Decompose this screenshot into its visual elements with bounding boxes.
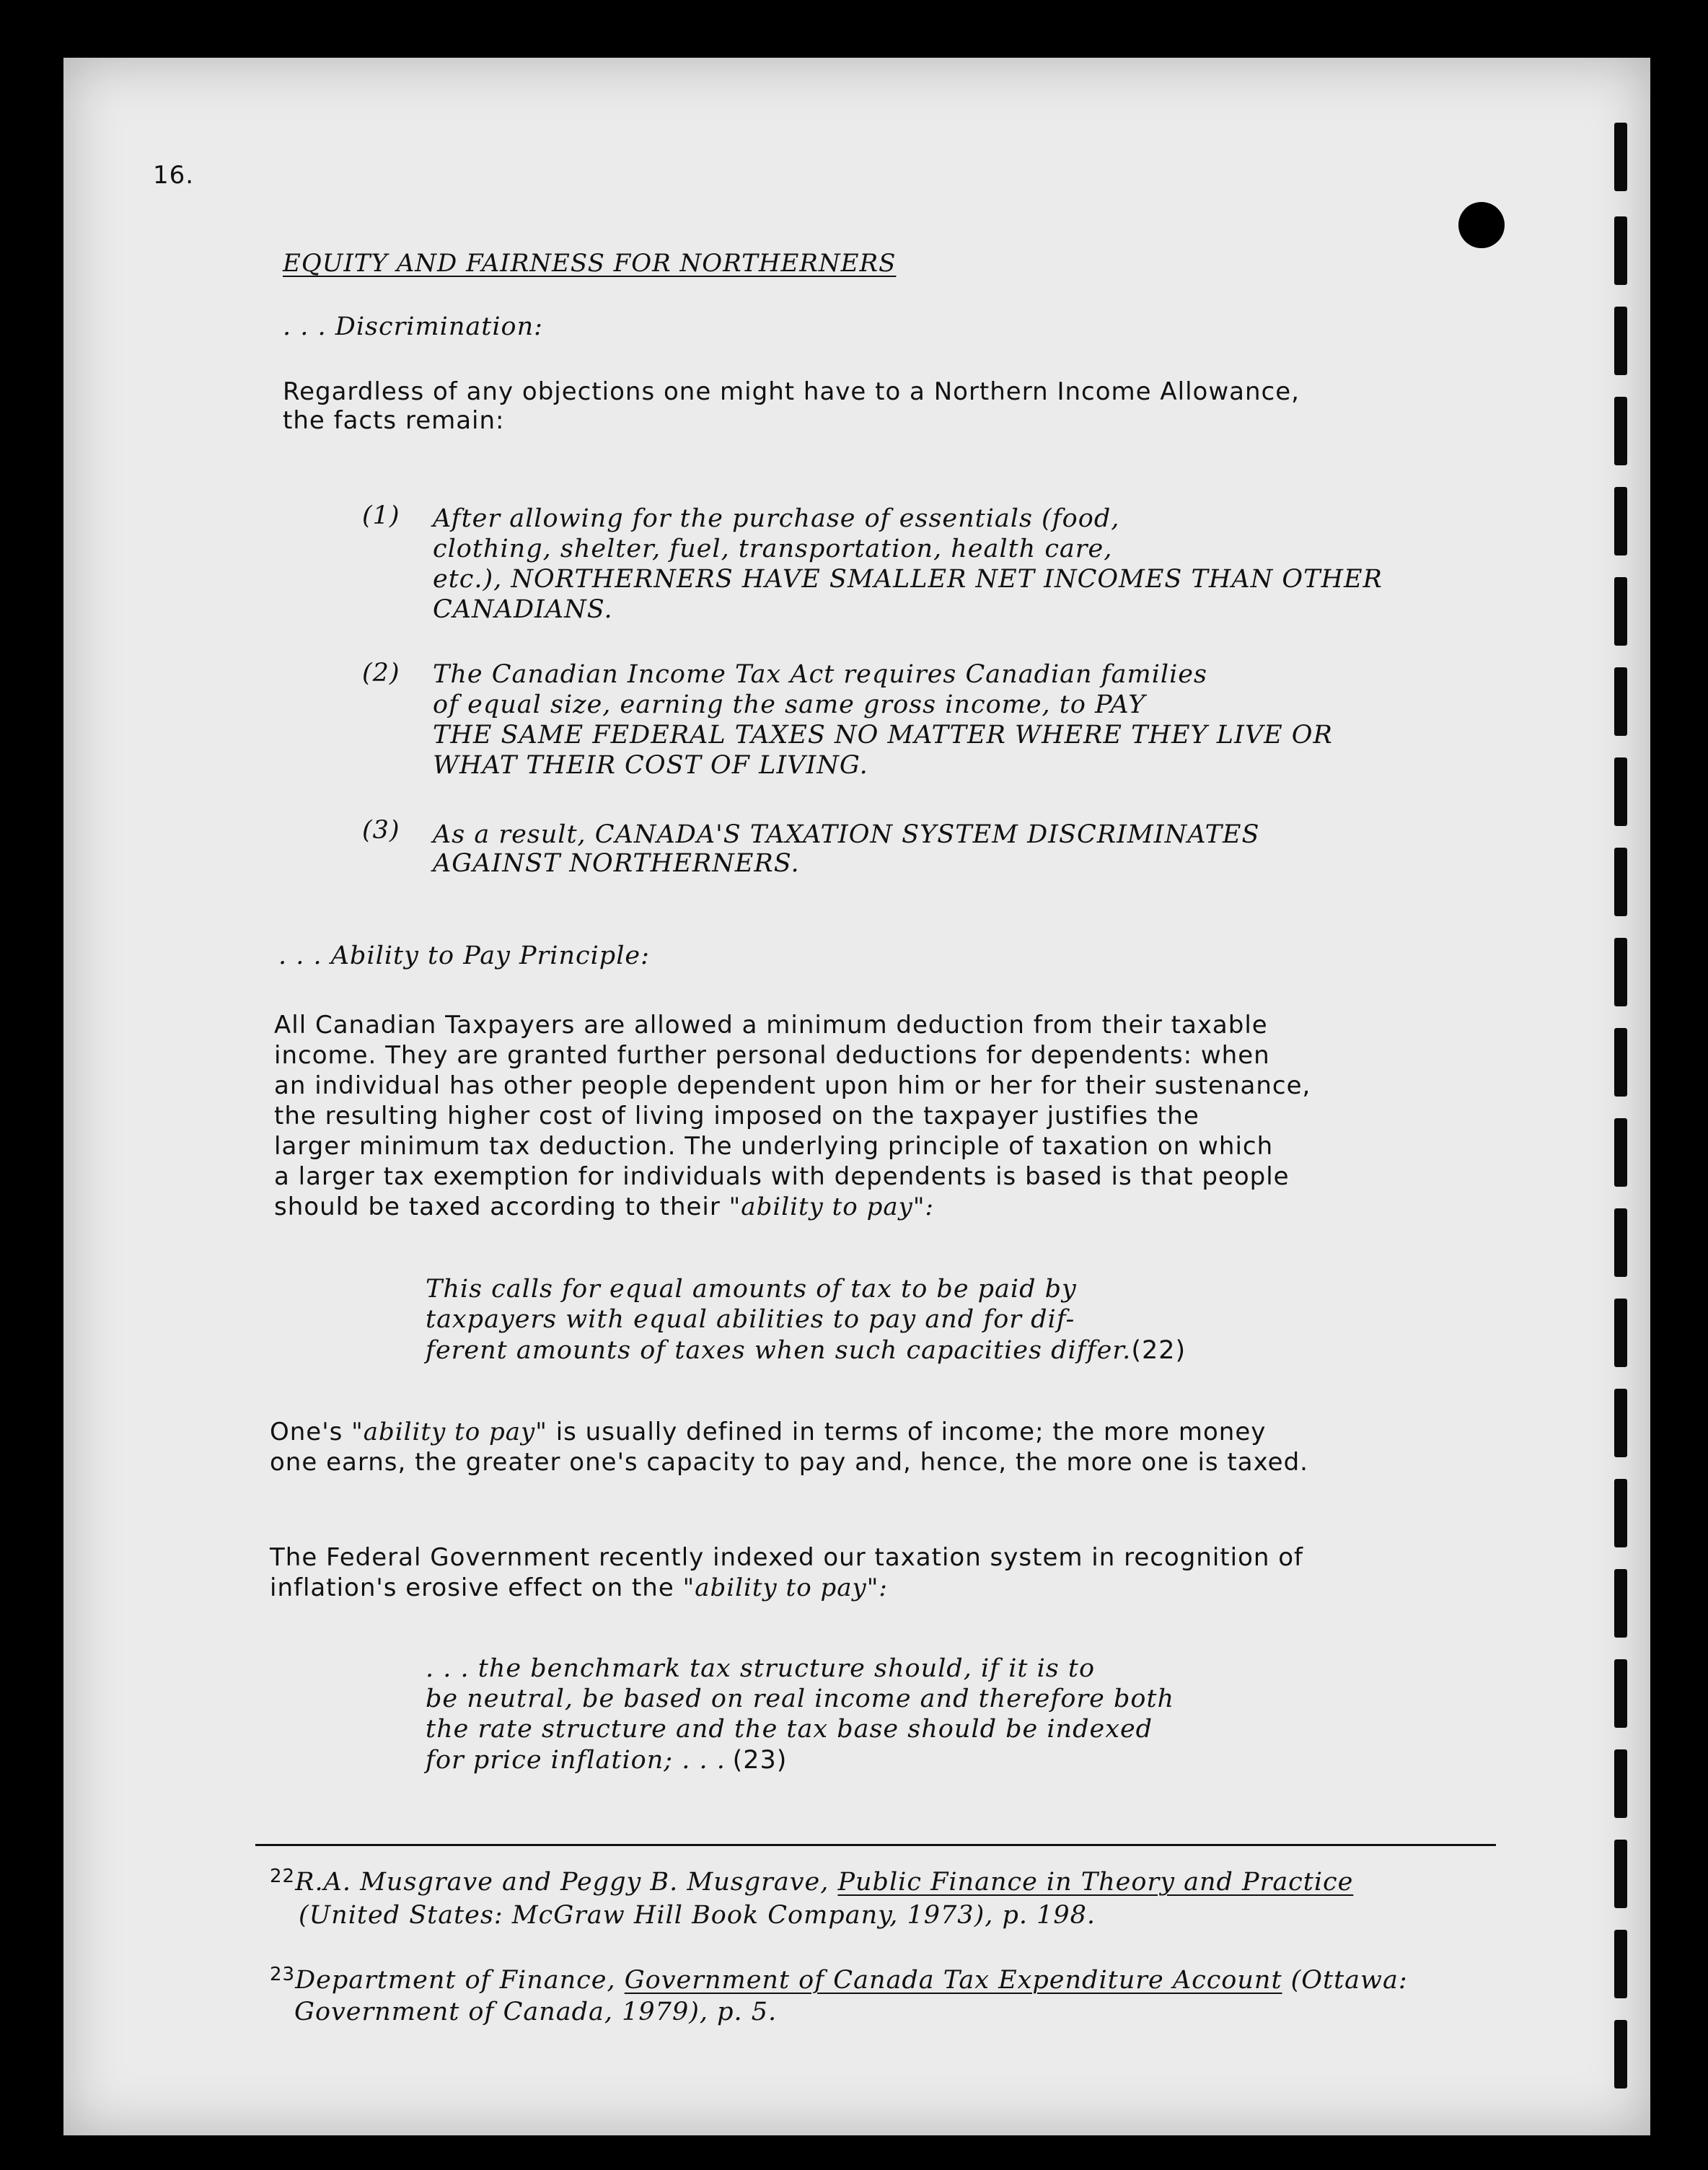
- point-line: THE SAME FEDERAL TAXES NO MATTER WHERE THEY LIVE OR: [433, 721, 1333, 750]
- footnote-line: Government of Canada, 1979), p. 5.: [294, 1998, 778, 2026]
- quote-line: [426, 1335, 1186, 1366]
- para-line: larger minimum tax deduction. The underlying principle of taxation on which: [274, 1132, 1274, 1161]
- point-line: clothing, shelter, fuel, transportation, health care,: [433, 535, 1113, 563]
- point-line: WHAT THEIR COST OF LIVING.: [433, 751, 868, 780]
- binding-ring: [1614, 1569, 1627, 1638]
- footnote-title: Government of Canada Tax Expenditure Account: [624, 1966, 1282, 1995]
- point-line: AGAINST NORTHERNERS.: [433, 849, 800, 878]
- intro-line: the facts remain:: [283, 406, 505, 435]
- binding-ring: [1614, 938, 1627, 1006]
- para-text: should be taxed according to their: [274, 1192, 729, 1221]
- para-italic: "ability to pay":: [728, 1192, 934, 1221]
- footnote-text: (Ottawa:: [1282, 1966, 1408, 1995]
- point-label: (1): [362, 501, 400, 530]
- para-line: the resulting higher cost of living imposed on the taxpayer justifies the: [274, 1102, 1199, 1130]
- citation-ref: (23): [732, 1746, 788, 1775]
- binding-ring: [1614, 757, 1627, 826]
- point-line: CANADIANS.: [433, 595, 613, 624]
- footnote-divider: [255, 1844, 1496, 1846]
- point-line: After allowing for the purchase of essentials (food,: [433, 504, 1120, 533]
- footnote-text: R.A. Musgrave and Peggy B. Musgrave,: [295, 1868, 838, 1897]
- binding-ring: [1614, 577, 1627, 646]
- para-text: inflation's erosive effect on the: [270, 1573, 683, 1602]
- discrimination-heading: . . . Discrimination:: [283, 312, 543, 341]
- binding-ring: [1614, 397, 1627, 465]
- binding-ring: [1614, 1930, 1627, 1998]
- binding-ring: [1614, 1659, 1627, 1728]
- point-label: (2): [362, 659, 400, 688]
- binding-ring: [1614, 487, 1627, 555]
- point-line: etc.), NORTHERNERS HAVE SMALLER NET INCOMES THAN OTHER: [433, 565, 1383, 594]
- para-line: [274, 1192, 934, 1223]
- point-line: As a result, CANADA'S TAXATION SYSTEM DISCRIMINATES: [433, 820, 1260, 849]
- intro-line: Regardless of any objections one might have to a Northern Income Allowance,: [283, 377, 1300, 406]
- quote-line: This calls for equal amounts of tax to be paid by: [426, 1275, 1077, 1304]
- binding-ring: [1614, 1749, 1627, 1818]
- spiral-binding: [1601, 108, 1645, 2070]
- point-line: of equal size, earning the same gross income, to PAY: [433, 690, 1146, 719]
- binding-ring: [1614, 1208, 1627, 1277]
- quote-line: taxpayers with equal abilities to pay and for dif-: [426, 1305, 1075, 1334]
- binding-ring: [1614, 667, 1627, 736]
- binding-ring: [1614, 1840, 1627, 1908]
- footnote-number: 22: [270, 1866, 296, 1887]
- footnote-22: [270, 1867, 1353, 1898]
- quote-line: . . . the benchmark tax structure should, if it is to: [426, 1654, 1096, 1683]
- para-line: The Federal Government recently indexed our taxation system in recognition of: [270, 1543, 1304, 1572]
- para-text: One's: [270, 1418, 352, 1446]
- binding-ring: [1614, 1299, 1627, 1367]
- binding-ring: [1614, 848, 1627, 916]
- binding-ring: [1614, 307, 1627, 375]
- ability-heading: . . . Ability to Pay Principle:: [278, 941, 650, 970]
- binding-ring: [1614, 123, 1627, 191]
- point-label: (3): [362, 816, 400, 845]
- para-text: is usually defined in terms of income; the more money: [547, 1418, 1267, 1446]
- point-line: The Canadian Income Tax Act requires Canadian families: [433, 660, 1207, 689]
- quote-line: the rate structure and the tax base should be indexed: [426, 1715, 1153, 1744]
- para-italic: "ability to pay": [351, 1418, 547, 1446]
- binding-ring: [1614, 1028, 1627, 1097]
- para-line: All Canadian Taxpayers are allowed a minimum deduction from their taxable: [274, 1011, 1268, 1040]
- footnote-line: (United States: McGraw Hill Book Company, 1973), p. 198.: [299, 1901, 1096, 1930]
- para-line: an individual has other people dependent upon him or her for their sustenance,: [274, 1071, 1311, 1100]
- footnote-23: [270, 1965, 1408, 1996]
- footnote-text: Department of Finance,: [295, 1966, 625, 1995]
- binding-ring: [1614, 1389, 1627, 1457]
- binding-ring: [1614, 1479, 1627, 1547]
- page-number: 16.: [153, 161, 195, 190]
- quote-text: ferent amounts of taxes when such capacities differ.: [426, 1336, 1132, 1365]
- quote-line: [426, 1744, 787, 1776]
- quote-text: for price inflation; . . .: [426, 1746, 726, 1775]
- para-line: [270, 1573, 888, 1604]
- binding-ring: [1614, 216, 1627, 285]
- citation-ref: (22): [1131, 1336, 1187, 1365]
- para-line: income. They are granted further personal deductions for dependents: when: [274, 1041, 1270, 1070]
- para-line: [270, 1417, 1266, 1448]
- footnote-number: 23: [270, 1964, 296, 1985]
- binding-ring: [1614, 1118, 1627, 1187]
- para-line: one earns, the greater one's capacity to pay and, hence, the more one is taxed.: [270, 1448, 1308, 1477]
- footnote-title: Public Finance in Theory and Practice: [837, 1868, 1354, 1897]
- punch-hole: [1458, 202, 1505, 248]
- quote-line: be neutral, be based on real income and therefore both: [426, 1684, 1175, 1713]
- binding-ring: [1614, 2020, 1627, 2088]
- section-title: EQUITY AND FAIRNESS FOR NORTHERNERS: [283, 249, 897, 278]
- para-line: a larger tax exemption for individuals with dependents is based is that people: [274, 1162, 1290, 1191]
- para-italic: "ability to pay":: [682, 1573, 888, 1602]
